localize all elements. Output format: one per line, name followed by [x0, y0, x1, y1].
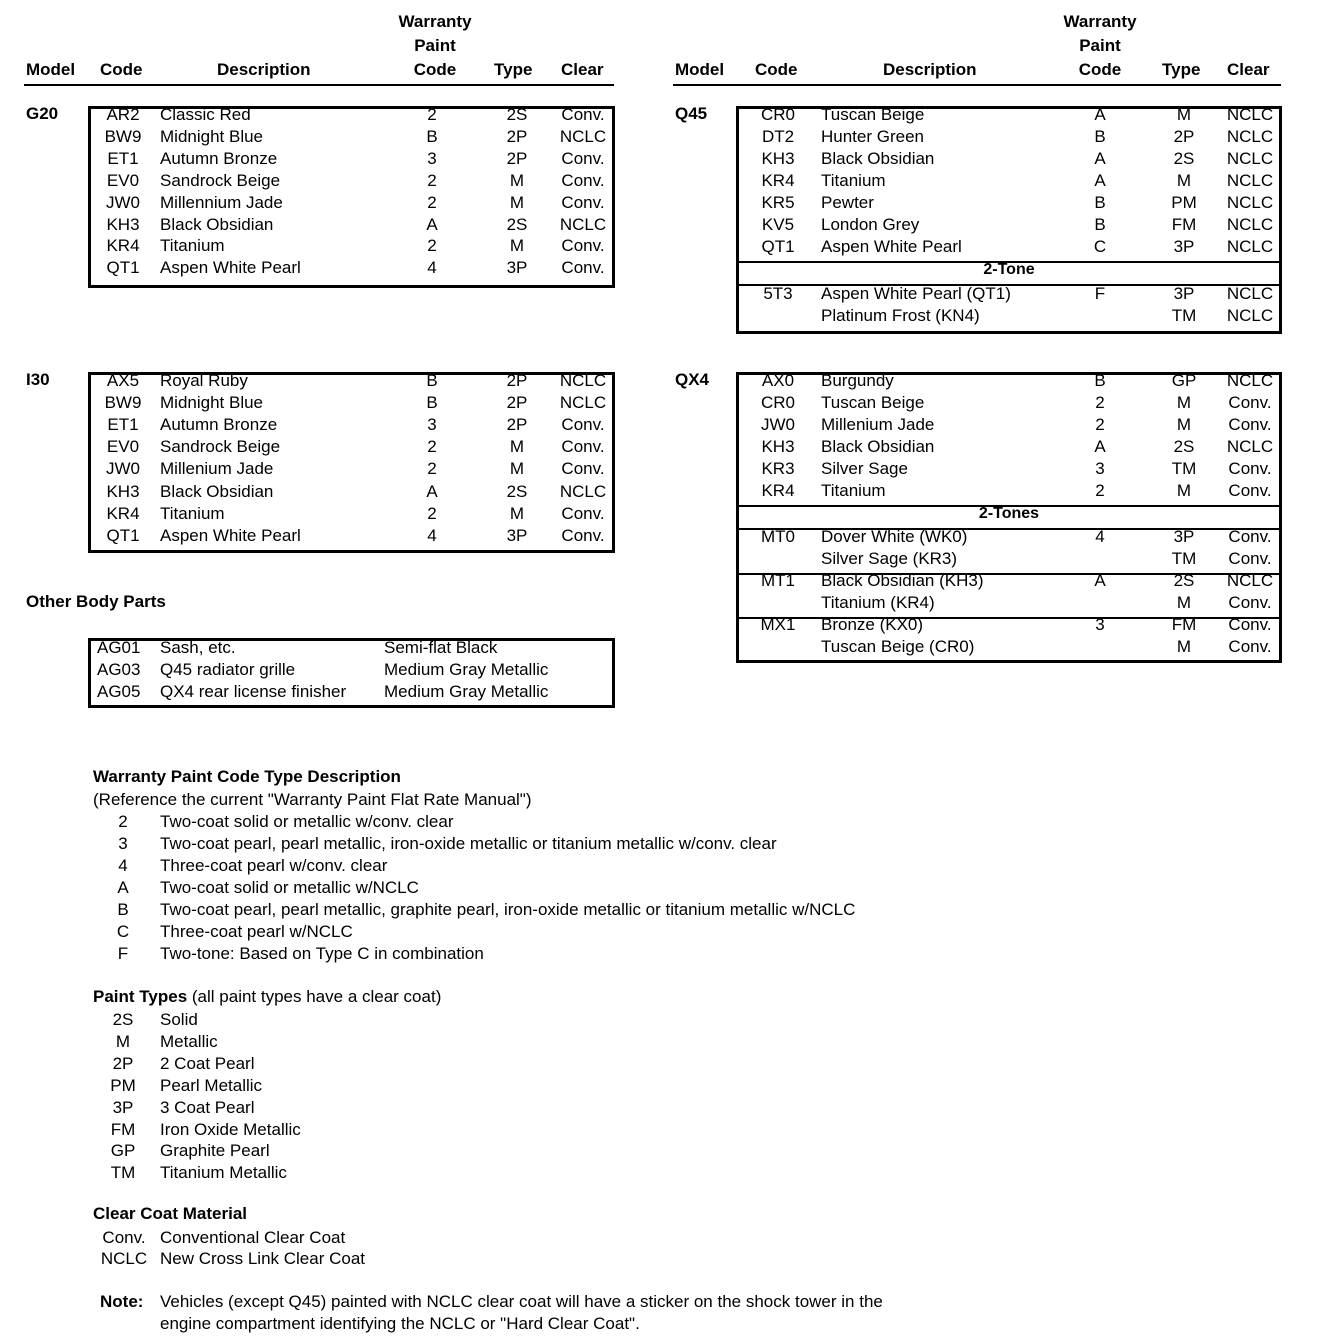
- other-body-parts-title: Other Body Parts: [26, 592, 166, 611]
- color-description: Platinum Frost (KN4): [821, 306, 980, 325]
- paint-type: 2S: [506, 105, 528, 124]
- color-description: Midnight Blue: [160, 126, 264, 146]
- part-code: AG05: [97, 682, 141, 701]
- legend-key: C: [116, 922, 130, 941]
- color-code: CR0: [760, 392, 795, 412]
- color-code: QT1: [761, 237, 795, 256]
- clear-coat: NCLC: [1226, 436, 1274, 456]
- paint-type: TM: [1171, 306, 1197, 325]
- color-code: QT1: [106, 258, 140, 278]
- paint-type: 2P: [506, 126, 528, 146]
- color-code: KH3: [106, 481, 140, 501]
- part-code: AG03: [97, 660, 141, 679]
- header-underline: [24, 84, 614, 86]
- part-description: Sash, etc.: [160, 638, 236, 657]
- legend-key: 3P: [112, 1097, 134, 1117]
- color-description: Titanium (KR4): [821, 593, 935, 612]
- warranty-paint-code: B: [426, 126, 438, 146]
- clear-coat: NCLC: [1226, 571, 1274, 590]
- warranty-paint-code: B: [426, 371, 438, 390]
- color-description: Tuscan Beige: [821, 105, 925, 124]
- clear-coat: Conv.: [561, 437, 605, 457]
- color-code: JW0: [106, 192, 140, 212]
- paint-type: M: [1176, 171, 1192, 190]
- color-code: KR4: [761, 480, 795, 500]
- warranty-paint-code: B: [1094, 127, 1106, 146]
- color-code: KV5: [761, 215, 795, 234]
- paint-type: 3P: [506, 525, 528, 545]
- paint-type: M: [1176, 105, 1192, 124]
- color-code: KH3: [106, 214, 140, 234]
- legend-key: NCLC: [100, 1249, 148, 1268]
- paint-type: GP: [1171, 371, 1197, 390]
- legend-value: New Cross Link Clear Coat: [160, 1249, 366, 1268]
- clear-coat: Conv.: [1228, 392, 1272, 412]
- paint-type: TM: [1171, 458, 1197, 478]
- warranty-paint-code: 2: [427, 503, 437, 523]
- color-description: Silver Sage (KR3): [821, 549, 958, 568]
- clear-coat: Conv.: [1228, 637, 1272, 656]
- header-wpc-line3: Code: [413, 60, 457, 79]
- warranty-paint-code: 2: [1095, 414, 1105, 434]
- color-code: AX0: [761, 371, 795, 390]
- clear-coat: NCLC: [1226, 149, 1274, 168]
- clear-coat: Conv.: [561, 503, 605, 523]
- color-code: 5T3: [763, 284, 793, 303]
- paint-type: 2P: [506, 371, 528, 390]
- color-code: AR2: [106, 105, 140, 124]
- color-description: Sandrock Beige: [160, 170, 281, 190]
- clear-coat: Conv.: [561, 459, 605, 479]
- clear-coat: Conv.: [561, 170, 605, 190]
- warranty-paint-code: 2: [1095, 480, 1105, 500]
- clear-coat: NCLC: [1226, 105, 1274, 124]
- color-description: Autumn Bronze: [160, 415, 278, 435]
- warranty-paint-code: A: [1094, 149, 1106, 168]
- warranty-paint-code: 3: [427, 148, 437, 168]
- header-wpc-line2: Paint: [414, 36, 456, 55]
- legend-key: FM: [110, 1119, 136, 1139]
- header-wpc-line2: Paint: [1079, 36, 1121, 55]
- color-description: Autumn Bronze: [160, 148, 278, 168]
- clear-coat: Conv.: [561, 236, 605, 256]
- color-code: AX5: [106, 371, 140, 390]
- clear-coat: NCLC: [559, 214, 607, 234]
- header-wpc-line3: Code: [1078, 60, 1122, 79]
- legend-value: Two-coat pearl, pearl metallic, iron-oxide metallic or titanium metallic w/conv. clear: [160, 834, 777, 853]
- clear-coat: Conv.: [1228, 414, 1272, 434]
- note-line-1: Vehicles (except Q45) painted with NCLC clear coat will have a sticker on the shock tower in the: [160, 1292, 883, 1311]
- legend-key: M: [115, 1031, 131, 1051]
- warranty-paint-code: A: [426, 214, 438, 234]
- paint-type: 2P: [1173, 127, 1195, 146]
- color-code: JW0: [106, 459, 140, 479]
- clear-coat: NCLC: [1226, 306, 1274, 325]
- paint-type: M: [1176, 414, 1192, 434]
- legend-value: Metallic: [160, 1031, 218, 1051]
- clear-coat: Conv.: [1228, 458, 1272, 478]
- paint-types-title: Paint Types: [93, 987, 188, 1006]
- paint-type: TM: [1171, 549, 1197, 568]
- warranty-paint-code: B: [1094, 371, 1106, 390]
- paint-type: 3P: [506, 258, 528, 278]
- paint-type: 2P: [506, 393, 528, 413]
- color-description: Aspen White Pearl: [160, 258, 301, 278]
- paint-type: FM: [1171, 615, 1197, 634]
- clear-coat: Conv.: [1228, 593, 1272, 612]
- legend-value: 2 Coat Pearl: [160, 1053, 255, 1073]
- color-description: Aspen White Pearl: [821, 237, 962, 256]
- paint-type: 2S: [1173, 571, 1195, 590]
- paint-type: M: [1176, 593, 1192, 612]
- color-code: EV0: [106, 437, 140, 457]
- clear-coat: NCLC: [559, 126, 607, 146]
- header-underline: [673, 84, 1281, 86]
- legend-key: 2S: [112, 1010, 134, 1029]
- clear-coat: Conv.: [561, 148, 605, 168]
- legend-value: Three-coat pearl w/NCLC: [160, 922, 353, 941]
- color-code: QT1: [106, 525, 140, 545]
- legend-key: TM: [110, 1163, 136, 1183]
- color-code: KH3: [761, 436, 795, 456]
- legend-value: Graphite Pearl: [160, 1141, 270, 1161]
- legend-key: A: [117, 878, 129, 897]
- clear-coat: NCLC: [1226, 371, 1274, 390]
- color-description: Millenium Jade: [160, 459, 274, 479]
- wpc-types-subtitle: (Reference the current "Warranty Paint Flat Rate Manual"): [93, 790, 532, 809]
- clear-coat: NCLC: [1226, 127, 1274, 146]
- color-description: Black Obsidian: [821, 436, 935, 456]
- color-code: KR4: [106, 503, 140, 523]
- color-code: KH3: [761, 149, 795, 168]
- warranty-paint-code: 2: [427, 459, 437, 479]
- color-description: Tuscan Beige (CR0): [821, 637, 975, 656]
- legend-key: B: [117, 900, 129, 919]
- color-code: EV0: [106, 170, 140, 190]
- note-label: Note:: [100, 1292, 144, 1311]
- header-description: Description: [883, 60, 977, 79]
- legend-value: Titanium Metallic: [160, 1163, 287, 1183]
- header-type: Type: [494, 60, 533, 79]
- warranty-paint-code: 2: [427, 437, 437, 457]
- legend-value: Two-coat solid or metallic w/NCLC: [160, 878, 419, 897]
- color-code: BW9: [104, 393, 142, 413]
- paint-type: M: [1176, 480, 1192, 500]
- color-description: Pewter: [821, 193, 874, 212]
- color-description: Tuscan Beige: [821, 392, 925, 412]
- header-clear: Clear: [561, 60, 604, 79]
- q45-twotone-label: 2-Tone: [983, 261, 1035, 278]
- legend-value: Two-tone: Based on Type C in combination: [160, 944, 484, 963]
- color-code: ET1: [107, 415, 139, 435]
- color-code: CR0: [760, 105, 795, 124]
- header-wpc-line1: Warranty: [1063, 12, 1137, 31]
- legend-value: Three-coat pearl w/conv. clear: [160, 856, 388, 875]
- part-color: Semi-flat Black: [384, 638, 498, 657]
- warranty-paint-code: A: [1094, 171, 1106, 190]
- legend-value: Two-coat pearl, pearl metallic, graphite pearl, iron-oxide metallic or titanium metallic w/NCLC: [160, 900, 856, 919]
- header-code: Code: [755, 60, 798, 79]
- clear-coat: NCLC: [1226, 237, 1274, 256]
- header-wpc-line1: Warranty: [398, 12, 472, 31]
- legend-key: 2: [118, 812, 128, 831]
- paint-type: 3P: [1173, 527, 1195, 546]
- color-code: KR3: [761, 458, 795, 478]
- paint-type: M: [509, 236, 525, 256]
- color-description: Hunter Green: [821, 127, 924, 146]
- warranty-paint-code: 3: [1095, 458, 1105, 478]
- warranty-paint-code: 3: [1095, 615, 1105, 634]
- part-code: AG01: [97, 638, 141, 657]
- legend-value: Solid: [160, 1010, 198, 1029]
- legend-value: Two-coat solid or metallic w/conv. clear: [160, 812, 454, 831]
- model-label-g20: G20: [26, 104, 59, 123]
- clear-coat: Conv.: [561, 525, 605, 545]
- paint-type: M: [509, 192, 525, 212]
- legend-value: 3 Coat Pearl: [160, 1097, 255, 1117]
- legend-value: Iron Oxide Metallic: [160, 1119, 301, 1139]
- color-description: Bronze (KX0): [821, 615, 924, 634]
- clear-coat: Conv.: [1228, 527, 1272, 546]
- warranty-paint-code: A: [1094, 436, 1106, 456]
- color-description: Black Obsidian: [160, 481, 274, 501]
- paint-type: M: [1176, 392, 1192, 412]
- paint-type: 2S: [1173, 149, 1195, 168]
- header-clear: Clear: [1227, 60, 1270, 79]
- clear-coat: Conv.: [561, 415, 605, 435]
- note-line-2: engine compartment identifying the NCLC or "Hard Clear Coat".: [160, 1314, 640, 1333]
- part-color: Medium Gray Metallic: [384, 682, 549, 701]
- paint-type: M: [509, 503, 525, 523]
- color-description: Black Obsidian: [821, 149, 935, 168]
- paint-type: M: [1176, 637, 1192, 656]
- legend-value: Conventional Clear Coat: [160, 1228, 346, 1247]
- color-description: Titanium: [821, 171, 886, 190]
- legend-key: GP: [110, 1141, 136, 1161]
- clear-coat: Conv.: [561, 258, 605, 278]
- paint-types-heading: [93, 987, 441, 1007]
- color-code: BW9: [104, 126, 142, 146]
- part-description: QX4 rear license finisher: [160, 682, 347, 701]
- warranty-paint-code: 2: [427, 170, 437, 190]
- color-code: KR4: [106, 236, 140, 256]
- warranty-paint-code: 4: [427, 258, 437, 278]
- part-color: Medium Gray Metallic: [384, 660, 549, 679]
- color-description: Millenium Jade: [821, 414, 935, 434]
- color-description: Titanium: [821, 480, 886, 500]
- color-code: MT0: [761, 527, 795, 546]
- color-description: Black Obsidian: [160, 214, 274, 234]
- color-description: Burgundy: [821, 371, 894, 390]
- legend-value: Pearl Metallic: [160, 1075, 263, 1095]
- warranty-paint-code: 3: [427, 415, 437, 435]
- color-code: KR4: [761, 171, 795, 190]
- legend-key: F: [117, 944, 129, 963]
- color-description: Titanium: [160, 503, 225, 523]
- paint-type: 2P: [506, 415, 528, 435]
- warranty-paint-code: B: [426, 393, 438, 413]
- clear-coat: Conv.: [561, 192, 605, 212]
- header-description: Description: [217, 60, 311, 79]
- model-label-q45: Q45: [675, 104, 708, 123]
- color-description: Titanium: [160, 236, 225, 256]
- paint-type: M: [509, 459, 525, 479]
- model-label-qx4: QX4: [675, 370, 710, 389]
- color-description: Aspen White Pearl (QT1): [821, 284, 1011, 303]
- warranty-paint-code: 2: [1095, 392, 1105, 412]
- warranty-paint-code: B: [1094, 193, 1106, 212]
- warranty-paint-code: 4: [1095, 527, 1105, 546]
- warranty-paint-code: A: [1094, 571, 1106, 590]
- header-model: Model: [26, 60, 76, 79]
- header-type: Type: [1162, 60, 1201, 79]
- color-description: Classic Red: [160, 105, 251, 124]
- color-code: MT1: [761, 571, 795, 590]
- paint-type: FM: [1171, 215, 1197, 234]
- clear-coat: Conv.: [1228, 549, 1272, 568]
- header-model: Model: [675, 60, 725, 79]
- warranty-paint-code: F: [1094, 284, 1106, 303]
- clear-coat: NCLC: [1226, 193, 1274, 212]
- color-description: Silver Sage: [821, 458, 908, 478]
- color-code: ET1: [107, 148, 139, 168]
- warranty-paint-code: 2: [427, 105, 437, 124]
- color-description: Royal Ruby: [160, 371, 248, 390]
- clear-coat: NCLC: [1226, 284, 1274, 303]
- color-code: DT2: [761, 127, 795, 146]
- legend-key: Conv.: [102, 1228, 146, 1247]
- color-code: JW0: [761, 414, 795, 434]
- paint-type: 2S: [506, 214, 528, 234]
- paint-type: M: [509, 437, 525, 457]
- warranty-paint-code: A: [1094, 105, 1106, 124]
- clear-coat-title: Clear Coat Material: [93, 1204, 247, 1223]
- color-description: Dover White (WK0): [821, 527, 968, 546]
- header-code: Code: [100, 60, 143, 79]
- legend-key: 3: [118, 834, 128, 853]
- clear-coat: NCLC: [559, 393, 607, 413]
- color-code: MX1: [760, 615, 796, 634]
- clear-coat: NCLC: [559, 481, 607, 501]
- color-description: London Grey: [821, 215, 920, 234]
- warranty-paint-code: 4: [427, 525, 437, 545]
- model-label-i30: I30: [26, 370, 50, 389]
- legend-key: PM: [110, 1075, 136, 1095]
- color-description: Midnight Blue: [160, 393, 264, 413]
- clear-coat: NCLC: [1226, 215, 1274, 234]
- color-code: KR5: [761, 193, 795, 212]
- paint-type: 2S: [1173, 436, 1195, 456]
- color-description: Aspen White Pearl: [160, 525, 301, 545]
- clear-coat: Conv.: [1228, 615, 1272, 634]
- warranty-paint-code: 2: [427, 192, 437, 212]
- paint-type: PM: [1171, 193, 1197, 212]
- warranty-paint-code: B: [1094, 215, 1106, 234]
- color-description: Sandrock Beige: [160, 437, 281, 457]
- paint-type: 3P: [1173, 237, 1195, 256]
- legend-key: 2P: [112, 1053, 134, 1073]
- paint-type: 2S: [506, 481, 528, 501]
- part-description: Q45 radiator grille: [160, 660, 296, 679]
- legend-key: 4: [118, 856, 128, 875]
- paint-type: M: [509, 170, 525, 190]
- paint-type: 3P: [1173, 284, 1195, 303]
- clear-coat: NCLC: [559, 371, 607, 390]
- clear-coat: Conv.: [561, 105, 605, 124]
- clear-coat: NCLC: [1226, 171, 1274, 190]
- qx4-twotone-label: 2-Tones: [978, 505, 1040, 522]
- paint-types-subtitle: (all paint types have a clear coat): [191, 987, 442, 1006]
- warranty-paint-code: C: [1093, 237, 1107, 256]
- wpc-types-title: Warranty Paint Code Type Description: [93, 767, 401, 786]
- color-description: Black Obsidian (KH3): [821, 571, 984, 590]
- warranty-paint-code: A: [426, 481, 438, 501]
- paint-type: 2P: [506, 148, 528, 168]
- clear-coat: Conv.: [1228, 480, 1272, 500]
- warranty-paint-code: 2: [427, 236, 437, 256]
- color-description: Millennium Jade: [160, 192, 283, 212]
